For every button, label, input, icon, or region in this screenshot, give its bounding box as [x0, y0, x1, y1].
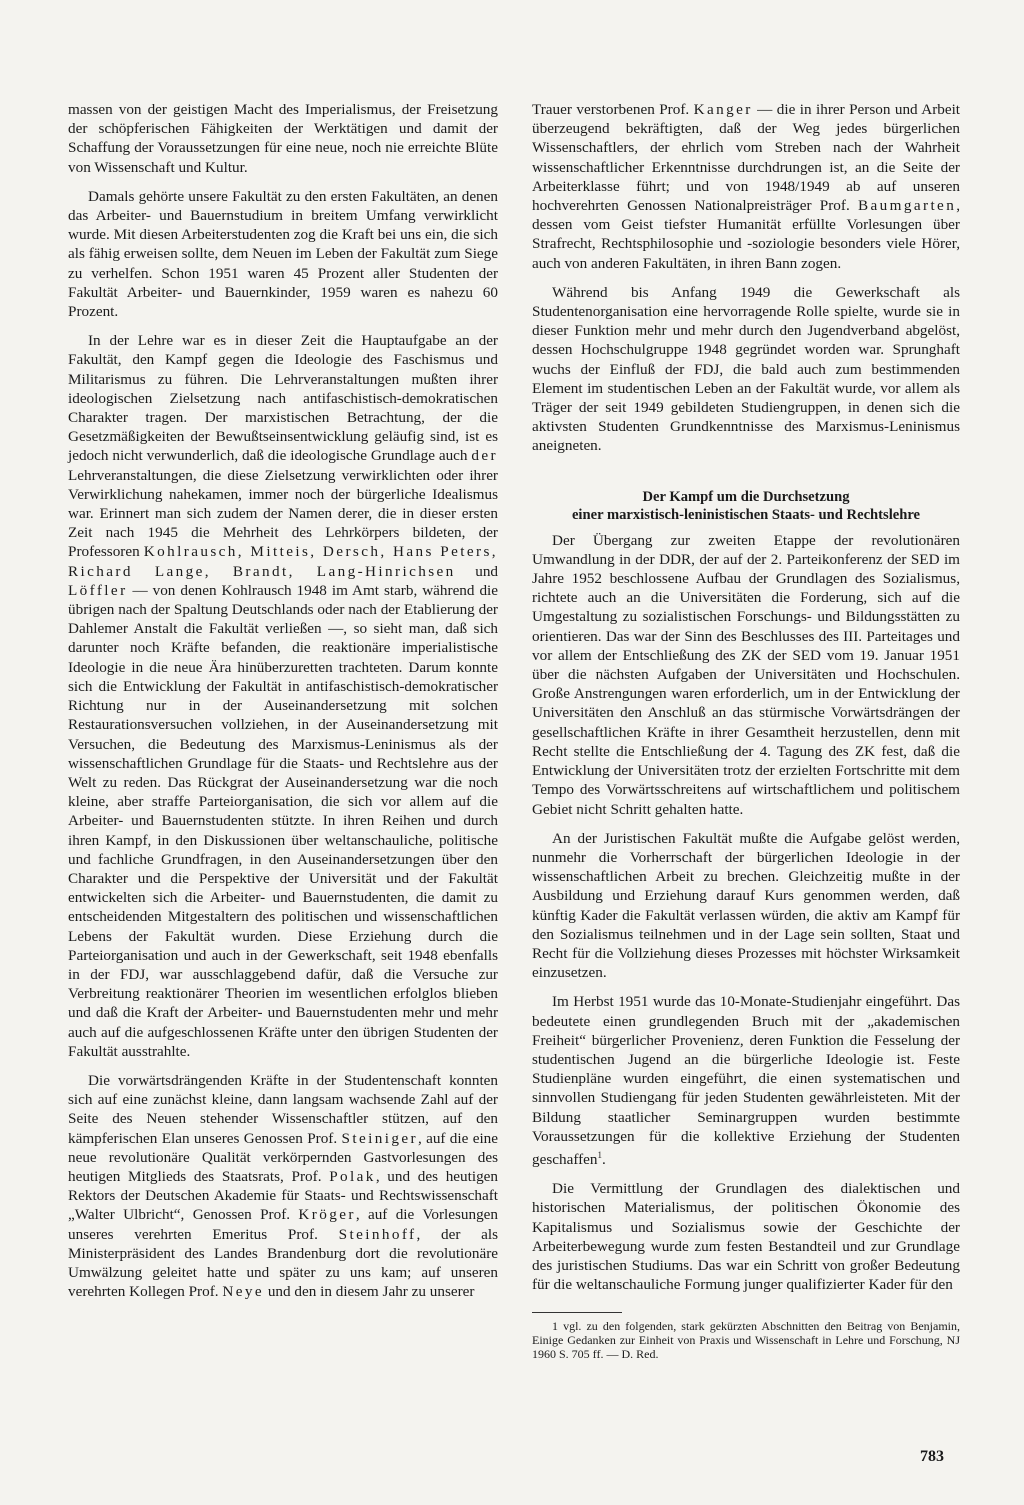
spaced-names: Kohlrausch, Mitteis, Dersch, Hans Peters, Richard Lange, Brandt, Lang-Hinrichsen [68, 543, 498, 580]
spaced-name: Neye [222, 1283, 265, 1301]
text-run: , und des heutigen Rektors der Deutschen Akademie für Staats- und Rechtswissenschaft „Walter Ulbricht“, Genossen Prof. [68, 1167, 499, 1224]
paragraph [532, 100, 960, 273]
text-run: — die in ihrer Person und Arbeit überzeugend bekräftigten, daß der Weg jedes bürgerlichen Wissenschaftlers, der ehrlich vom Streben nach der Wahrheit wissenschaftlicher Erkenntnisse durchdrungen ist, an die Seite der Arbeiterklasse führt; und von 1948/1949 ab auf unseren hochverehrten Genossen Nationalpreisträger Prof. [532, 101, 961, 215]
footnote: 1 vgl. zu den folgenden, stark gekürzten Abschnitten den Beitrag von Benjamin, Einige Gedanken zur Einheit von Praxis und Wissenschaft in Lehre und Forschung, NJ 1960 S. 705 ff. — D. Red. [532, 1319, 960, 1362]
paragraph: An der Juristischen Fakultät mußte die Aufgabe gelöst werden, nunmehr die Vorherrschaft der bürgerlichen Ideologie in der wissenschaftlichen Arbeit zu brechen. Gleichzeitig mußte in der Ausbildung und Erziehung darauf Kurs genommen werden, daß künftig Kader die Fakultät verlassen würden, die aktiv am Kampf für den Sozialismus teilnehmen und in der Lage sein sollten, Staat und Recht für die Vollziehung dieses Prozesses mit höchster Wirksamkeit einzusetzen. [532, 829, 960, 982]
paragraph [68, 331, 498, 1061]
paragraph: massen von der geistigen Macht des Imperialismus, der Freisetzung der schöpferischen Fähigkeiten der Werktätigen und damit der Schaffung der Voraussetzungen für eine neue, noch nie erreichte Blüte von Wissenschaft und Kultur. [68, 101, 498, 176]
paragraph: Damals gehörte unsere Fakultät zu den ersten Fakultäten, an denen das Arbeiter- und Bauernstudium in breitem Umfang verwirklicht wurde. Mit diesen Arbeiterstudenten zog die Kraft bei uns ein, die sich als fähig erweisen sollte, dem Neuen im Leben der Fakultät zum Siege zu verhelfen. Schon 1951 waren 45 Prozent aller Studenten der Fakultät Arbeiter- und Bauernkinder, 1959 waren es nahezu 60 Prozent. [68, 187, 498, 321]
spaced-name: Steinhoff [338, 1225, 417, 1243]
spaced-name: Baumgarten [857, 197, 957, 215]
heading-line: Der Kampf um die Durchsetzung [642, 488, 850, 505]
text-run: In der Lehre war es in dieser Zeit die Hauptaufgabe an der Fakultät, den Kampf gegen die Ideologie des Faschismus und Militarismus zu führen. Die Lehrveranstaltungen mußten ihrer ideologischen Zielsetzung nach antifaschistisch-demokratischen Charakter tragen. Der marxistischen Betrachtung, der die Gesetzmäßigkeiten der Bewußtseinsentwicklung geläufig sind, ist es jedoch nicht verwunderlich, daß die ideologische Grundlage auch [68, 332, 498, 465]
text-run: Im Herbst 1951 wurde das 10-Monate-Studienjahr eingeführt. Das bedeutete einen grundlegenden Bruch mit der „akademischen Freiheit“ bürgerlicher Provenienz, deren Funktion die Fesselung der studentischen Jugend an die bürgerliche Ideologie ist. Feste Studienpläne wurden eingeführt, die einen systematischen und sinnvollen Studiengang für jeden Studenten gewährleisteten. Mit der Bildung staatlicher Seminargruppen wurden bestimmte Voraussetzungen für die kollektive Erziehung der Studenten geschaffen [532, 993, 960, 1169]
paragraph: Die Vermittlung der Grundlagen des dialektischen und historischen Materialismus, der politischen Ökonomie des Kapitalismus und Sozialismus sowie der Geschichte der Arbeiterbewegung wurde zum festen Bestandteil und zur Grundlage des juristischen Studiums. Das war ein Schritt von großer Bedeutung für die weltanschauliche Formung junger qualifizierter Kader für den [532, 1180, 960, 1294]
page-number: 783 [920, 1448, 944, 1465]
spaced-name: Löffler [68, 581, 128, 599]
spaced-name: Kanger [693, 101, 753, 118]
right-column [532, 100, 960, 1371]
text-run: , der als Ministerpräsident des Landes Brandenburg dort die revolutionäre Umwälzung geleitet hatte und später zu uns kam; auf unseren verehrten Kollegen Prof. [68, 1225, 498, 1301]
text-run: Lehrveranstaltungen, die diese Zielsetzung verwirklichten oder ihrer Verwirklichung nahekamen, immer noch der bürgerliche Idealismus war. Erinnert man sich zudem der Namen derer, die in dieser ersten Zeit nach 1945 die Mehrheit des Lehrkörpers bildeten, der Professoren [68, 466, 498, 561]
paragraph [532, 992, 960, 1169]
footnote-ref: 1 [597, 1149, 602, 1160]
text-run: und den in diesem Jahr zu unserer [267, 1283, 475, 1301]
text-run: , dessen vom Geist tiefster Humanität erfüllte Vorlesungen über Strafrecht, Rechtsphilosophie und -soziologie besonders viele Hörer, auch von anderen Fakultäten, in ihren Bann zogen. [532, 197, 960, 272]
paragraph [68, 1071, 498, 1301]
spaced-name: Kröger [298, 1206, 356, 1224]
paragraph: Während bis Anfang 1949 die Gewerkschaft als Studentenorganisation eine hervorragende Rolle spielte, wurde sie in dieser Funktion mehr und mehr durch den Jugendverband abgelöst, dessen Hochschulgruppe 1948 gegründet worden war. Sprunghaft wuchs der Einfluß der FDJ, die bald auch zum bestimmenden Element im studentischen Leben an der Fakultät wurde, vor allem als Träger der seit 1949 gebildeten Studiengruppen, in denen sich die aktivsten Studenten Grundkenntnisse des Marxismus-Leninismus aneigneten. [532, 283, 960, 455]
text-run: und [475, 562, 498, 580]
text-run: — von denen Kohlrausch 1948 im Amt starb, während die übrigen nach der Spaltung Deutschlands oder nach der Etablierung der Dahlemer Anstalt die Fakultät verließen —, so sieht man, daß sich darunter noch Kräfte befanden, die reaktionäre imperialistische Ideologie in die neue Ära hinüberzuretten trachteten. Darum konnte sich die Entwicklung der Fakultät in antifaschistisch-demokratischer Richtung nur in der Auseinandersetzung mit solchen Restaurationsversuchen vollziehen, in der Auseinandersetzung mit Versuchen, die Bedeutung des Marxismus-Leninismus als der wissenschaftlichen Grundlage für die Staats- und Rechtslehre aus der Welt zu reden. Das Rückgrat der Auseinandersetzung war die noch kleine, aber straffe Parteiorganisation, die sich vor allem auf die Arbeiter- und Bauernstudenten stützte. In ihren Reihen und durch ihren Kampf, in den Diskussionen über weltanschauliche, politische und fachliche Grundfragen, in den Auseinandersetzungen über den Charakter und die Perspektive der Universität und der Fakultät entwickelten sich die Arbeiter- und Bauernstudenten, die damit zu entscheidenden Mitgestaltern des politischen und wissenschaftlichen Lebens der Fakultät wurden. Diese Erziehung durch die Parteiorganisation und auch in der Gewerkschaft, seit 1948 ebenfalls in der FDJ, war ausschlaggebend dafür, daß die Versuche zur Verbreitung reaktionärer Theorien im wesentlichen erfolglos blieben und daß die Kraft der Arbeiter- und Bauernstudenten mehr und mehr auch auf die aufgeschlossenen Kräfte unter den übrigen Studenten der Fakultät ausstrahlte. [68, 581, 498, 1060]
text-run: . [602, 1151, 606, 1169]
text-run: , auf die Vorlesungen unseres verehrten Emeritus Prof. [68, 1206, 498, 1243]
section-heading [532, 488, 960, 525]
footnote-divider [532, 1312, 622, 1313]
spaced-word: der [471, 447, 498, 465]
left-column [68, 100, 498, 1311]
text-run: Die vorwärtsdrängenden Kräfte in der Studentenschaft konnten sich auf eine zunächst kleine, dann langsam wachsende Zahl auf der Seite des Neuen stehender Wissenschaftler stützen, auf den kämpferischen Elan unseres Genossen Prof. [68, 1071, 498, 1147]
heading-line: einer marxistisch-leninistischen Staats- und Rechtslehre [571, 507, 921, 524]
spaced-name: Polak [329, 1167, 376, 1185]
text-run: Trauer verstorbenen Prof. [532, 101, 690, 118]
text-run: , auf die eine neue revolutionäre Qualität verkörpernden Gastvorlesungen des heutigen Mitglieds des Staatsrats, Prof. [68, 1129, 499, 1185]
spaced-name: Steiniger [341, 1129, 418, 1147]
paragraph: Der Übergang zur zweiten Etappe der revolutionären Umwandlung in der DDR, der auf der 2. Parteikonferenz der SED im Jahre 1952 beschlossene Aufbau der Grundlagen des Sozialismus, richtete auch an die Universitäten die Forderung, sich auf die Umgestaltung zu sozialistischen Forschungs- und Bildungsstätten zu orientieren. Das war der Sinn des Beschlusses des III. Parteitages und vor allem der Entschließung des ZK der SED vom 19. Januar 1951 über die nächsten Aufgaben der Universitäten und Hochschulen. Große Anstrengungen waren erforderlich, um in der Entwicklung der Universitäten den Anschluß an das stürmische Vorwärtsdrängen der gesellschaftlichen Kräfte in ihrer Gesamtheit herzustellen, denn mit Recht stellte die Entschließung der 4. Tagung des ZK fest, daß die Entwicklung der Universitäten trotz der erzielten Fortschritte mit dem Tempo des Vorwärtsschreitens auf wirtschaftlichem und politischem Gebiet nicht Schritt gehalten hatte. [532, 531, 960, 818]
